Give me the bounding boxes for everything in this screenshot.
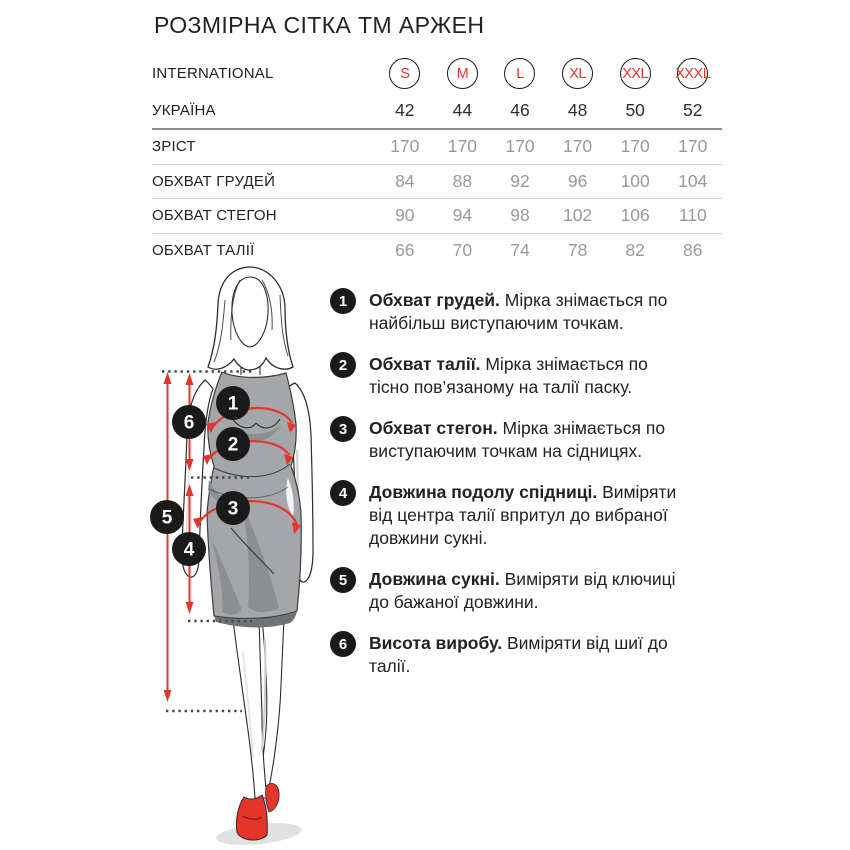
table-cell: 170 <box>620 136 650 157</box>
figure-marker-4-label: 4 <box>183 539 195 561</box>
table-cell: 104 <box>678 170 708 191</box>
legend-marker-3: 3 <box>330 416 356 442</box>
legend-item-6 <box>330 632 730 678</box>
legend-marker-1: 1 <box>330 288 356 314</box>
table-cell: 50 <box>625 99 645 120</box>
size-badge-xxxl: XXXL <box>677 58 708 89</box>
figure-marker-6-label: 6 <box>183 412 195 434</box>
size-badge-xxl: XXL <box>620 58 651 89</box>
size-badge-xl: XL <box>562 58 593 89</box>
table-cell: 100 <box>620 170 650 191</box>
table-cell: 74 <box>510 239 530 260</box>
legend-desc-line: до бажаної довжини. <box>369 592 539 612</box>
table-cell: 88 <box>452 170 473 191</box>
legend-desc-line: тісно пов’язаному на талії паску. <box>369 377 633 397</box>
table-cell: 42 <box>395 99 415 120</box>
table-row-international <box>152 55 722 92</box>
table-cell: 170 <box>390 136 420 157</box>
legend-desc: Мірка знімається по <box>504 290 668 310</box>
table-cell: 106 <box>620 205 650 226</box>
legend-item-1 <box>330 289 730 335</box>
legend-marker-4: 4 <box>330 480 356 506</box>
table-cell: 44 <box>452 99 473 120</box>
table-cell: 70 <box>452 239 473 260</box>
head <box>208 267 293 376</box>
size-badge-l: L <box>504 58 535 89</box>
table-cell: 48 <box>567 99 588 120</box>
legend-item-2 <box>330 353 730 399</box>
table-cell: 90 <box>395 205 415 226</box>
row-label-ukraine: УКРАЇНА <box>152 101 216 119</box>
legend-item-3 <box>330 417 730 463</box>
legend-marker-2: 2 <box>330 352 356 378</box>
size-badge-s: S <box>389 58 420 89</box>
table-cell: 102 <box>562 205 593 226</box>
figure-marker-3-label: 3 <box>227 498 239 520</box>
legend-item-5 <box>330 568 730 614</box>
legend-desc: Виміряти від шиї до <box>506 633 668 653</box>
table-cell: 52 <box>683 99 703 120</box>
row-label: ОБХВАТ ГРУДЕЙ <box>152 172 276 190</box>
table-cell: 170 <box>505 136 535 157</box>
table-cell: 84 <box>395 170 415 191</box>
table-cell: 170 <box>562 136 593 157</box>
legend-desc: Виміряти від ключиці <box>504 569 676 589</box>
table-cell: 94 <box>452 205 473 226</box>
legend-term: Довжина подолу спідниці. <box>369 482 598 502</box>
legend-desc-line: талії. <box>369 656 411 676</box>
legend-term: Обхват грудей. <box>369 290 500 310</box>
legend-term: Висота виробу. <box>369 633 503 653</box>
row-label: ЗРІСТ <box>152 138 196 156</box>
table-row-height <box>152 130 722 165</box>
table-cell: 170 <box>447 136 477 157</box>
figure-marker-1-label: 1 <box>227 393 239 415</box>
row-label: ОБХВАТ ТАЛІЇ <box>152 241 255 259</box>
legend-desc: Виміряти <box>602 482 677 502</box>
legend-marker-6: 6 <box>330 631 356 657</box>
table-row-chest <box>152 165 722 200</box>
table-cell: 86 <box>683 239 703 260</box>
table-cell: 46 <box>510 99 530 120</box>
figure-marker-2-label: 2 <box>227 434 239 456</box>
size-badge-m: M <box>447 58 478 89</box>
legend-desc: Мірка знімається по <box>502 418 666 438</box>
figure-marker-5-label: 5 <box>161 507 173 529</box>
legend-item-4 <box>330 481 730 550</box>
measurement-legend <box>330 289 730 678</box>
table-row-hips <box>152 199 722 234</box>
legend-desc-line: довжини сукні. <box>369 528 488 548</box>
row-label: ОБХВАТ СТЕГОН <box>152 207 277 225</box>
measurement-figure-illustration <box>140 262 335 850</box>
table-cell: 110 <box>678 205 707 226</box>
legend-desc-line: найбільш виступаючим точкам. <box>369 313 624 333</box>
legend-desc: Мірка знімається по <box>485 354 648 374</box>
page-title: РОЗМІРНА СІТКА ТМ АРЖЕН <box>154 12 485 38</box>
size-table <box>152 55 722 267</box>
legend-desc-line: від центра талії впритул до вибраної <box>369 505 668 525</box>
legend-desc-line: виступаючим точкам на сідницях. <box>369 441 643 461</box>
legend-term: Довжина сукні. <box>369 569 500 589</box>
legs <box>233 618 284 798</box>
table-cell: 96 <box>567 170 588 191</box>
table-row-ukraine <box>152 92 722 130</box>
table-cell: 98 <box>510 205 530 226</box>
table-cell: 82 <box>625 239 645 260</box>
table-cell: 170 <box>678 136 708 157</box>
legend-term: Обхват стегон. <box>369 418 498 438</box>
legend-term: Обхват талії. <box>369 354 481 374</box>
legend-marker-5: 5 <box>330 567 356 593</box>
row-label-international: INTERNATIONAL <box>152 65 274 82</box>
table-cell: 78 <box>567 239 588 260</box>
table-cell: 92 <box>510 170 530 191</box>
table-cell: 66 <box>395 239 415 260</box>
